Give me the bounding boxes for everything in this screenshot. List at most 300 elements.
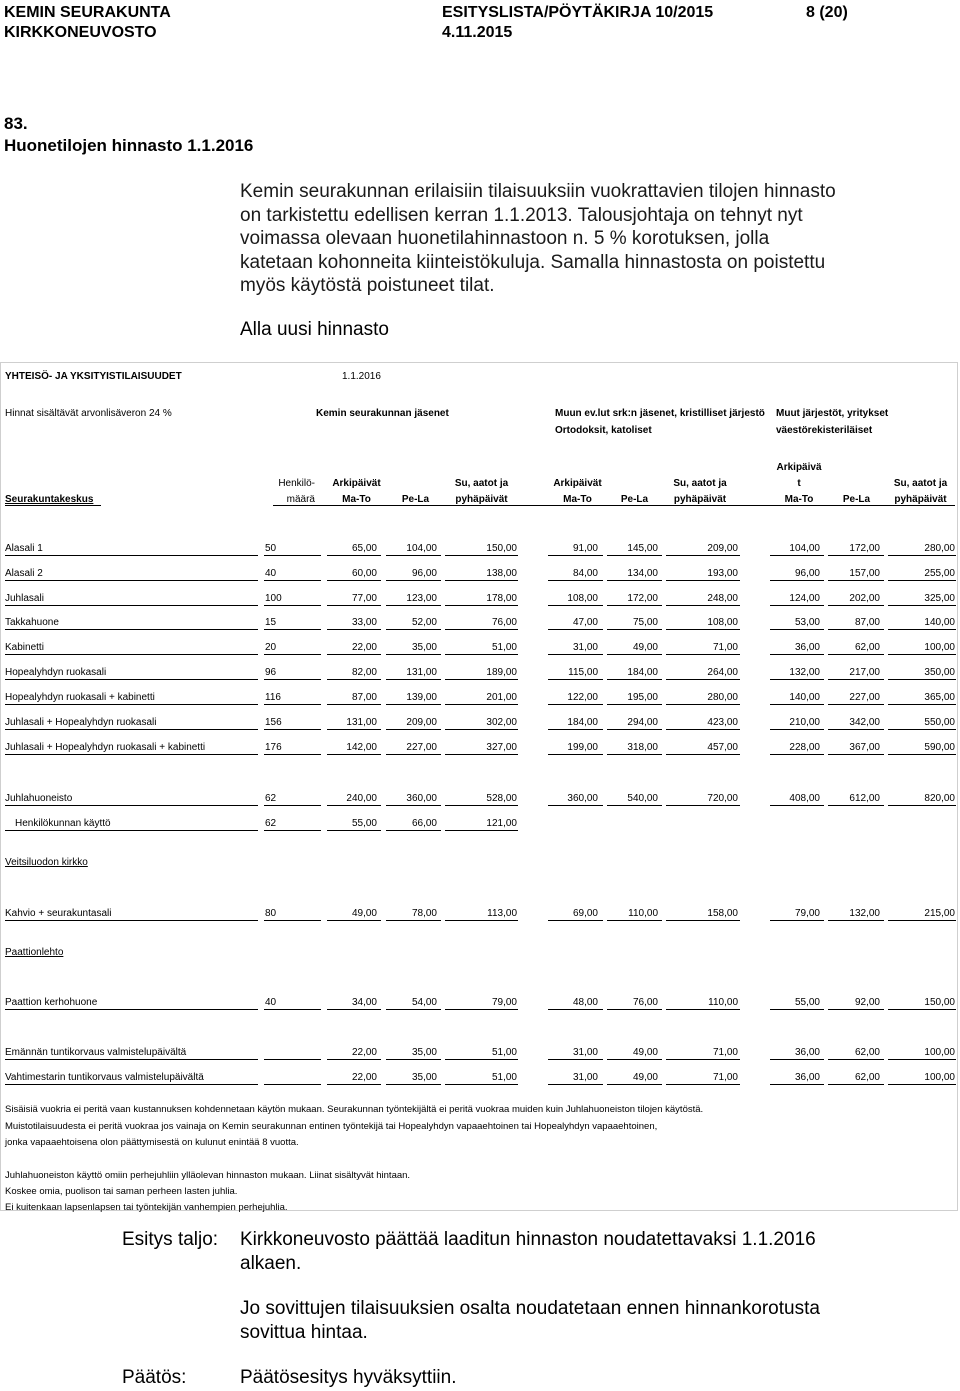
row-underline <box>5 1009 258 1010</box>
row-underline <box>770 1059 824 1060</box>
row-underline <box>666 704 740 705</box>
row-price: 77,00 <box>351 593 377 604</box>
row-underline <box>607 555 662 556</box>
row-underline <box>264 679 321 680</box>
row-persons: 100 <box>265 593 282 604</box>
row-price: 131,00 <box>406 667 437 678</box>
col-weekday: Ma-To <box>563 494 592 505</box>
row-price: 51,00 <box>491 1072 517 1083</box>
row-price: 87,00 <box>854 617 880 628</box>
row-underline <box>5 805 258 806</box>
row-price: 132,00 <box>849 908 880 919</box>
doc-type: ESITYSLISTA/PÖYTÄKIRJA 10/2015 <box>442 4 714 21</box>
row-price: 49,00 <box>632 1047 658 1058</box>
col-holiday: pyhäpäivät <box>455 494 508 505</box>
valid-from: 1.1.2016 <box>342 371 381 382</box>
row-price: 31,00 <box>572 1072 598 1083</box>
row-underline <box>327 1059 381 1060</box>
col-weekend: Pe-La <box>401 494 430 505</box>
row-price: 71,00 <box>712 1072 738 1083</box>
row-name: Alasali 2 <box>5 568 43 579</box>
row-price: 100,00 <box>924 1072 955 1083</box>
row-price: 540,00 <box>627 793 658 804</box>
row-price: 150,00 <box>924 997 955 1008</box>
row-underline <box>445 920 518 921</box>
row-underline <box>264 555 321 556</box>
row-underline <box>445 1084 518 1085</box>
row-underline <box>386 679 441 680</box>
row-price: 76,00 <box>491 617 517 628</box>
row-persons: 20 <box>265 642 277 653</box>
row-name: Juhlahuoneisto <box>5 793 73 804</box>
row-price: 92,00 <box>854 997 880 1008</box>
row-price: 423,00 <box>707 717 738 728</box>
proposal-text-1b: alkaen. <box>240 1253 302 1274</box>
row-name: Juhlasali + Hopealyhdyn ruokasali <box>5 717 157 728</box>
row-underline <box>386 580 441 581</box>
row-price: 264,00 <box>707 667 738 678</box>
row-underline <box>607 920 662 921</box>
row-underline <box>666 1084 740 1085</box>
row-underline <box>548 629 603 630</box>
row-price: 78,00 <box>411 908 437 919</box>
row-underline <box>828 754 884 755</box>
row-price: 91,00 <box>572 543 598 554</box>
proposal-label: Esitys taljo: <box>122 1229 219 1250</box>
row-name: Juhlasali <box>5 593 44 604</box>
row-price: 36,00 <box>794 1072 820 1083</box>
row-underline <box>828 605 884 606</box>
row-price: 104,00 <box>789 543 820 554</box>
row-underline <box>386 754 441 755</box>
row-persons: 80 <box>265 908 277 919</box>
row-underline <box>264 654 321 655</box>
row-underline <box>770 704 824 705</box>
row-underline <box>264 1059 321 1060</box>
intro-text <box>240 180 880 298</box>
row-price: 62,00 <box>854 642 880 653</box>
row-price: 360,00 <box>567 793 598 804</box>
row-price: 193,00 <box>707 568 738 579</box>
row-price: 209,00 <box>406 717 437 728</box>
row-price: 79,00 <box>794 908 820 919</box>
doc-date: 4.11.2015 <box>442 24 513 41</box>
row-underline <box>770 679 824 680</box>
group-other-evlut: Muun ev.lut srk:n jäsenet, kristilliset järjestö <box>555 408 765 419</box>
row-underline <box>264 729 321 730</box>
row-price: 139,00 <box>406 692 437 703</box>
col-holiday: pyhäpäivät <box>894 494 947 505</box>
intro-line: katetaan kohonneita kiinteistökuluja. Samalla hinnastosta on poistettu <box>240 251 826 273</box>
row-price: 31,00 <box>572 642 598 653</box>
row-price: 612,00 <box>849 793 880 804</box>
row-price: 280,00 <box>924 543 955 554</box>
row-name: Kahvio + seurakuntasali <box>5 908 112 919</box>
row-underline <box>666 754 740 755</box>
row-underline <box>5 1059 258 1060</box>
row-price: 123,00 <box>406 593 437 604</box>
row-underline <box>548 704 603 705</box>
row-underline <box>828 1059 884 1060</box>
row-underline <box>445 754 518 755</box>
row-price: 157,00 <box>849 568 880 579</box>
row-underline <box>770 805 824 806</box>
row-underline <box>770 1084 824 1085</box>
row-price: 96,00 <box>411 568 437 579</box>
row-underline <box>828 654 884 655</box>
proposal-text-1: Kirkkoneuvosto päättää laaditun hinnaston noudatettavaksi 1.1.2016 <box>240 1229 816 1250</box>
row-underline <box>888 679 956 680</box>
row-underline <box>327 629 381 630</box>
row-underline <box>607 679 662 680</box>
header-underline <box>5 505 101 506</box>
intro-line: Kemin seurakunnan erilaisiin tilaisuuksiin vuokrattavien tilojen hinnasto <box>240 181 836 202</box>
row-underline <box>548 580 603 581</box>
row-price: 302,00 <box>486 717 517 728</box>
row-price: 172,00 <box>627 593 658 604</box>
row-underline <box>548 555 603 556</box>
row-underline <box>888 580 956 581</box>
row-persons: 40 <box>265 997 277 1008</box>
row-underline <box>327 830 381 831</box>
row-underline <box>264 754 321 755</box>
row-underline <box>264 920 321 921</box>
row-price: 318,00 <box>627 742 658 753</box>
row-price: 55,00 <box>794 997 820 1008</box>
row-price: 280,00 <box>707 692 738 703</box>
row-underline <box>607 1084 662 1085</box>
row-price: 51,00 <box>491 642 517 653</box>
item-number: 83. <box>4 114 28 133</box>
row-underline <box>548 920 603 921</box>
section-heading: Veitsiluodon kirkko <box>5 857 88 868</box>
row-underline <box>548 1059 603 1060</box>
row-persons: 96 <box>265 667 277 678</box>
row-price: 215,00 <box>924 908 955 919</box>
row-name: Henkilökunnan käyttö <box>15 818 111 829</box>
row-price: 201,00 <box>486 692 517 703</box>
row-price: 350,00 <box>924 667 955 678</box>
row-price: 408,00 <box>789 793 820 804</box>
row-price: 325,00 <box>924 593 955 604</box>
col-weekday: Arkipäivät <box>553 478 602 489</box>
row-underline <box>666 654 740 655</box>
row-underline <box>5 830 258 831</box>
row-underline <box>828 629 884 630</box>
row-underline <box>327 729 381 730</box>
row-persons: 62 <box>265 793 277 804</box>
row-price: 31,00 <box>572 1047 598 1058</box>
row-price: 96,00 <box>794 568 820 579</box>
group-orthodox: Ortodoksit, katoliset <box>555 425 652 436</box>
row-price: 69,00 <box>572 908 598 919</box>
row-price: 217,00 <box>849 667 880 678</box>
row-price: 189,00 <box>486 667 517 678</box>
row-underline <box>327 580 381 581</box>
row-underline <box>5 920 258 921</box>
row-underline <box>666 920 740 921</box>
row-underline <box>607 580 662 581</box>
row-price: 195,00 <box>627 692 658 703</box>
row-price: 132,00 <box>789 667 820 678</box>
row-underline <box>386 704 441 705</box>
row-price: 53,00 <box>794 617 820 628</box>
row-underline <box>666 805 740 806</box>
row-underline <box>264 704 321 705</box>
row-price: 100,00 <box>924 1047 955 1058</box>
row-underline <box>548 679 603 680</box>
row-price: 22,00 <box>351 1047 377 1058</box>
row-underline <box>264 605 321 606</box>
row-underline <box>770 555 824 556</box>
row-underline <box>445 1009 518 1010</box>
row-price: 228,00 <box>789 742 820 753</box>
row-price: 35,00 <box>411 642 437 653</box>
intro-line: on tarkistettu edellisen kerran 1.1.2013. Talousjohtaja on tehnyt nyt <box>240 204 803 226</box>
row-price: 100,00 <box>924 642 955 653</box>
col-weekend: Pe-La <box>620 494 649 505</box>
row-underline <box>888 729 956 730</box>
row-underline <box>5 629 258 630</box>
table-note: Sisäisiä vuokria ei peritä vaan kustannuksen kohdennetaan käytön mukaan. Seurakunnan työntekijältä ei peritä vuokraa muiden kuin Juhlahuoneiston tilojen käytöstä. <box>5 1104 704 1115</box>
row-price: 138,00 <box>486 568 517 579</box>
row-price: 150,00 <box>486 543 517 554</box>
row-underline <box>888 555 956 556</box>
row-price: 121,00 <box>486 818 517 829</box>
row-persons: 50 <box>265 543 277 554</box>
row-underline <box>888 920 956 921</box>
row-price: 104,00 <box>406 543 437 554</box>
row-underline <box>264 805 321 806</box>
row-name: Alasali 1 <box>5 543 43 554</box>
row-underline <box>607 1009 662 1010</box>
row-price: 184,00 <box>627 667 658 678</box>
row-price: 457,00 <box>707 742 738 753</box>
row-underline <box>888 605 956 606</box>
row-price: 110,00 <box>628 908 658 919</box>
row-underline <box>327 754 381 755</box>
row-underline <box>548 605 603 606</box>
row-underline <box>770 1009 824 1010</box>
page-number: 8 (20) <box>806 4 848 21</box>
row-underline <box>828 580 884 581</box>
row-price: 84,00 <box>572 568 598 579</box>
row-price: 79,00 <box>491 997 517 1008</box>
row-underline <box>828 704 884 705</box>
row-underline <box>386 1009 441 1010</box>
row-underline <box>386 830 441 831</box>
row-price: 36,00 <box>794 1047 820 1058</box>
row-price: 248,00 <box>707 593 738 604</box>
row-underline <box>828 1009 884 1010</box>
row-price: 60,00 <box>351 568 377 579</box>
row-underline <box>327 1084 381 1085</box>
row-name: Takkahuone <box>5 617 59 628</box>
row-price: 108,00 <box>707 617 738 628</box>
row-price: 22,00 <box>351 642 377 653</box>
row-price: 47,00 <box>572 617 598 628</box>
row-underline <box>5 754 258 755</box>
row-underline <box>666 729 740 730</box>
row-price: 65,00 <box>351 543 377 554</box>
row-underline <box>607 729 662 730</box>
row-underline <box>327 1009 381 1010</box>
table-note: Juhlahuoneiston käyttö omiin perhejuhliin ylläolevan hinnaston mukaan. Liinat sisältyvät hintaan. <box>5 1170 411 1181</box>
intro-line: voimassa olevaan huonetilahinnastoon n. 5 % korotuksen, jolla <box>240 228 770 249</box>
row-underline <box>888 629 956 630</box>
row-price: 134,00 <box>627 568 658 579</box>
row-price: 75,00 <box>632 617 658 628</box>
row-underline <box>666 580 740 581</box>
row-price: 71,00 <box>712 642 738 653</box>
row-underline <box>770 920 824 921</box>
row-underline <box>828 805 884 806</box>
section-heading: Paattionlehto <box>5 947 64 958</box>
row-underline <box>386 654 441 655</box>
row-underline <box>888 1009 956 1010</box>
row-underline <box>327 555 381 556</box>
row-name: Hopealyhdyn ruokasali + kabinetti <box>5 692 155 703</box>
group-registry: väestörekisteriläiset <box>776 425 873 436</box>
row-underline <box>548 654 603 655</box>
row-underline <box>888 1084 956 1085</box>
row-underline <box>666 555 740 556</box>
row-price: 255,00 <box>924 568 955 579</box>
row-price: 140,00 <box>924 617 955 628</box>
row-price: 294,00 <box>627 717 658 728</box>
row-underline <box>828 729 884 730</box>
row-price: 48,00 <box>572 997 598 1008</box>
row-underline <box>264 1084 321 1085</box>
row-price: 142,00 <box>346 742 377 753</box>
col-weekday: Ma-To <box>784 494 814 505</box>
col-holiday: Su, aatot ja <box>454 478 509 489</box>
row-persons: 156 <box>265 717 282 728</box>
row-underline <box>327 679 381 680</box>
row-underline <box>5 704 258 705</box>
row-price: 158,00 <box>707 908 738 919</box>
row-persons: 40 <box>265 568 277 579</box>
row-underline <box>5 679 258 680</box>
row-price: 82,00 <box>351 667 377 678</box>
row-price: 35,00 <box>411 1072 437 1083</box>
row-underline <box>264 580 321 581</box>
row-underline <box>386 629 441 630</box>
row-underline <box>828 555 884 556</box>
row-price: 131,00 <box>346 717 377 728</box>
vat-note: Hinnat sisältävät arvonlisäveron 24 % <box>5 408 172 419</box>
table-title: YHTEISÖ- JA YKSITYISTILAISUUDET <box>5 371 182 382</box>
row-underline <box>5 654 258 655</box>
row-price: 52,00 <box>411 617 437 628</box>
row-underline <box>264 1009 321 1010</box>
row-underline <box>770 754 824 755</box>
col-weekday: Arkipäivät <box>332 478 381 489</box>
row-price: 113,00 <box>487 908 517 919</box>
row-price: 110,00 <box>708 997 738 1008</box>
row-underline <box>327 920 381 921</box>
col-weekday: Ma-To <box>342 494 371 505</box>
row-price: 108,00 <box>567 593 598 604</box>
row-underline <box>607 1059 662 1060</box>
board-name: KIRKKONEUVOSTO <box>4 24 157 41</box>
row-price: 720,00 <box>707 793 738 804</box>
row-price: 124,00 <box>789 593 820 604</box>
row-underline <box>666 605 740 606</box>
col-holiday: Su, aatot ja <box>893 478 948 489</box>
row-underline <box>445 1059 518 1060</box>
row-price: 71,00 <box>712 1047 738 1058</box>
row-underline <box>888 704 956 705</box>
row-underline <box>770 605 824 606</box>
row-price: 528,00 <box>486 793 517 804</box>
row-price: 550,00 <box>924 717 955 728</box>
row-price: 62,00 <box>854 1072 880 1083</box>
row-underline <box>386 555 441 556</box>
row-underline <box>386 1059 441 1060</box>
row-underline <box>445 805 518 806</box>
row-name: Paattion kerhohuone <box>5 997 98 1008</box>
row-price: 140,00 <box>789 692 820 703</box>
row-price: 49,00 <box>632 1072 658 1083</box>
intro-line: myös käytöstä poistuneet tilat. <box>240 275 495 296</box>
row-underline <box>445 679 518 680</box>
row-name: Vahtimestarin tuntikorvaus valmistelupäivältä <box>5 1072 204 1083</box>
table-note: Muistotilaisuudesta ei peritä vuokraa jos vainaja on Kemin seurakunnan entinen työntekijä tai Hopealyhdyn vapaaehtoinen tai Hopealyhdyn vapaaehtoinen, <box>5 1121 658 1132</box>
row-underline <box>386 805 441 806</box>
row-price: 184,00 <box>567 717 598 728</box>
row-underline <box>607 629 662 630</box>
row-underline <box>770 580 824 581</box>
row-persons: 15 <box>265 617 277 628</box>
row-underline <box>666 679 740 680</box>
col-weekday: Arkipäivä <box>776 462 822 473</box>
row-price: 327,00 <box>486 742 517 753</box>
row-price: 54,00 <box>411 997 437 1008</box>
row-price: 49,00 <box>632 642 658 653</box>
row-underline <box>264 629 321 630</box>
row-underline <box>770 629 824 630</box>
row-underline <box>548 1084 603 1085</box>
row-underline <box>445 704 518 705</box>
row-underline <box>828 679 884 680</box>
row-price: 199,00 <box>567 742 598 753</box>
row-underline <box>548 754 603 755</box>
item-title: Huonetilojen hinnasto 1.1.2016 <box>4 136 254 155</box>
row-underline <box>445 654 518 655</box>
row-name: Juhlasali + Hopealyhdyn ruokasali + kabinetti <box>5 742 206 753</box>
row-price: 202,00 <box>849 593 880 604</box>
row-price: 172,00 <box>849 543 880 554</box>
row-underline <box>5 729 258 730</box>
row-underline <box>828 920 884 921</box>
row-underline <box>666 1059 740 1060</box>
row-price: 22,00 <box>351 1072 377 1083</box>
row-price: 49,00 <box>351 908 377 919</box>
row-price: 34,00 <box>351 997 377 1008</box>
row-name: Hopealyhdyn ruokasali <box>5 667 107 678</box>
row-price: 227,00 <box>406 742 437 753</box>
row-underline <box>386 920 441 921</box>
row-underline <box>5 1084 258 1085</box>
row-underline <box>327 605 381 606</box>
row-price: 55,00 <box>351 818 377 829</box>
row-underline <box>607 805 662 806</box>
row-underline <box>5 605 258 606</box>
col-persons: Henkilö- <box>278 478 315 489</box>
row-underline <box>327 654 381 655</box>
row-underline <box>607 654 662 655</box>
